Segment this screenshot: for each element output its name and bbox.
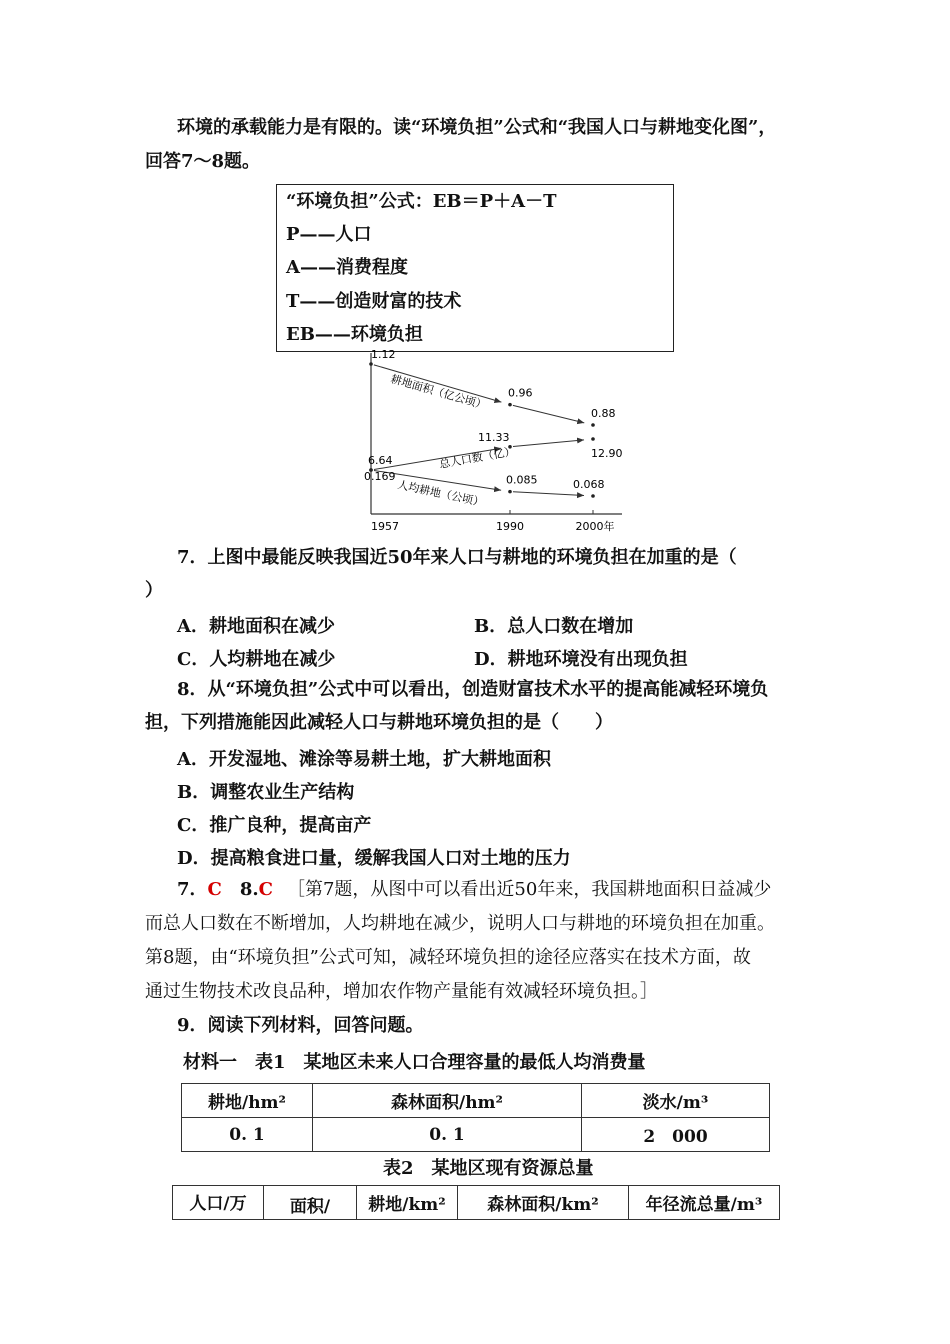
answer-line-2: 而总人口数在不断增加，人均耕地在减少，说明人口与耕地的环境负担在加重。 [145,913,775,934]
data-point [508,403,512,407]
table1-header: 淡水/m³ [582,1084,770,1118]
formula-a: A——消费程度 [286,257,408,278]
series-layer [364,350,623,498]
data-label: 6.64 [368,454,393,467]
table1-header-row [182,1084,770,1118]
table1-value-row [182,1118,770,1152]
table1 [181,1083,770,1152]
data-point [591,423,595,427]
answer-line-1 [177,878,771,902]
q8-stem-1: 8．从“环境负担”公式中可以看出，创造财富技术水平的提高能减轻环境负 [177,679,769,700]
formula-t: T——创造财富的技术 [286,291,462,312]
series-name-population: 总人口数（亿） [438,444,517,471]
population-farmland-chart [360,350,630,535]
data-label: 0.169 [364,470,396,483]
table2-header: 年径流总量/m³ [629,1186,780,1220]
answer-line-4: 通过生物技术改良品种，增加农作物产量能有效减轻环境负担。］ [145,981,658,1002]
answer-text-1: ［第7题，从图中可以看出近50年来，我国耕地面积日益减少 [286,879,772,900]
table1-caption: 材料一 表1 某地区未来人口合理容量的最低人均消费量 [183,1052,646,1073]
series-arrow [513,440,584,447]
formula-p: P——人口 [286,224,372,245]
q8-option-c: C．推广良种，提高亩产 [177,815,372,836]
data-point [591,437,595,441]
intro-line-1: 环境的承载能力是有限的。读“环境负担”公式和“我国人口与耕地变化图”， [177,117,777,138]
q7-option-d: D．耕地环境没有出现负担 [474,649,688,670]
table1-header: 森林面积/hm² [313,1084,582,1118]
series-name-farmland: 耕地面积（亿公顷） [389,372,488,413]
table2-header: 耕地/km² [357,1186,458,1220]
answer-line-3: 第8题，由“环境负担”公式可知，减轻环境负担的途径应落实在技术方面，故 [145,947,751,968]
table1-cell: 0. 1 [313,1118,582,1152]
data-label: 1.12 [371,350,396,361]
data-label: 11.33 [478,430,510,444]
q8-stem-2: 担，下列措施能因此减轻人口与耕地环境负担的是（ ） [145,712,613,733]
series-arrow [513,492,584,496]
table2-header-row [173,1186,780,1220]
table2-caption: 表2 某地区现有资源总量 [383,1158,594,1179]
q8-option-d: D．提高粮食进口量，缓解我国人口对土地的压力 [177,848,571,869]
q7-option-b: B．总人口数在增加 [474,616,634,637]
series-arrow [513,405,584,422]
table1-cell: 2 000 [582,1118,770,1152]
x-tick-label-2000: 2000年 [575,520,615,533]
q8-option-a: A．开发湿地、滩涂等易耕土地，扩大耕地面积 [177,749,551,770]
data-label: 12.90 [591,447,623,460]
answer-q7-num: 7． [177,879,208,900]
formula-title: “环境负担”公式：EB＝P＋A－T [286,191,557,212]
series-name-per-capita: 人均耕地（公顷） [396,478,486,510]
table2 [172,1185,780,1220]
formula-box [276,184,674,352]
q7-stem-1: 7．上图中最能反映我国近50年来人口与耕地的环境负担在加重的是（ [177,547,737,568]
data-point [508,490,512,494]
table2-header: 森林面积/km² [458,1186,629,1220]
table1-header: 耕地/hm² [182,1084,313,1118]
answer-q7: C [207,879,222,900]
q7-option-a: A．耕地面积在减少 [177,616,335,637]
data-label: 0.96 [508,386,533,400]
data-label: 0.88 [591,407,616,420]
data-point [369,362,373,366]
q7-option-c: C．人均耕地在减少 [177,649,336,670]
q8-option-b: B．调整农业生产结构 [177,782,355,803]
data-label: 0.085 [506,473,538,487]
q9-stem: 9．阅读下列材料，回答问题。 [177,1015,424,1036]
data-point [591,494,595,498]
answer-q8: C [258,879,273,900]
intro-line-2: 回答7～8题。 [145,151,261,172]
table1-cell: 0. 1 [182,1118,313,1152]
x-tick-label-1957: 1957 [371,520,399,533]
answer-q8-num: 8. [239,879,259,900]
table2-header: 人口/万 [173,1186,264,1220]
x-tick-label-1990: 1990 [496,520,524,533]
q7-stem-2: ） [145,580,163,601]
data-label: 0.068 [573,478,605,491]
formula-eb: EB——环境负担 [286,324,423,345]
table2-header: 面积/ [264,1186,357,1220]
